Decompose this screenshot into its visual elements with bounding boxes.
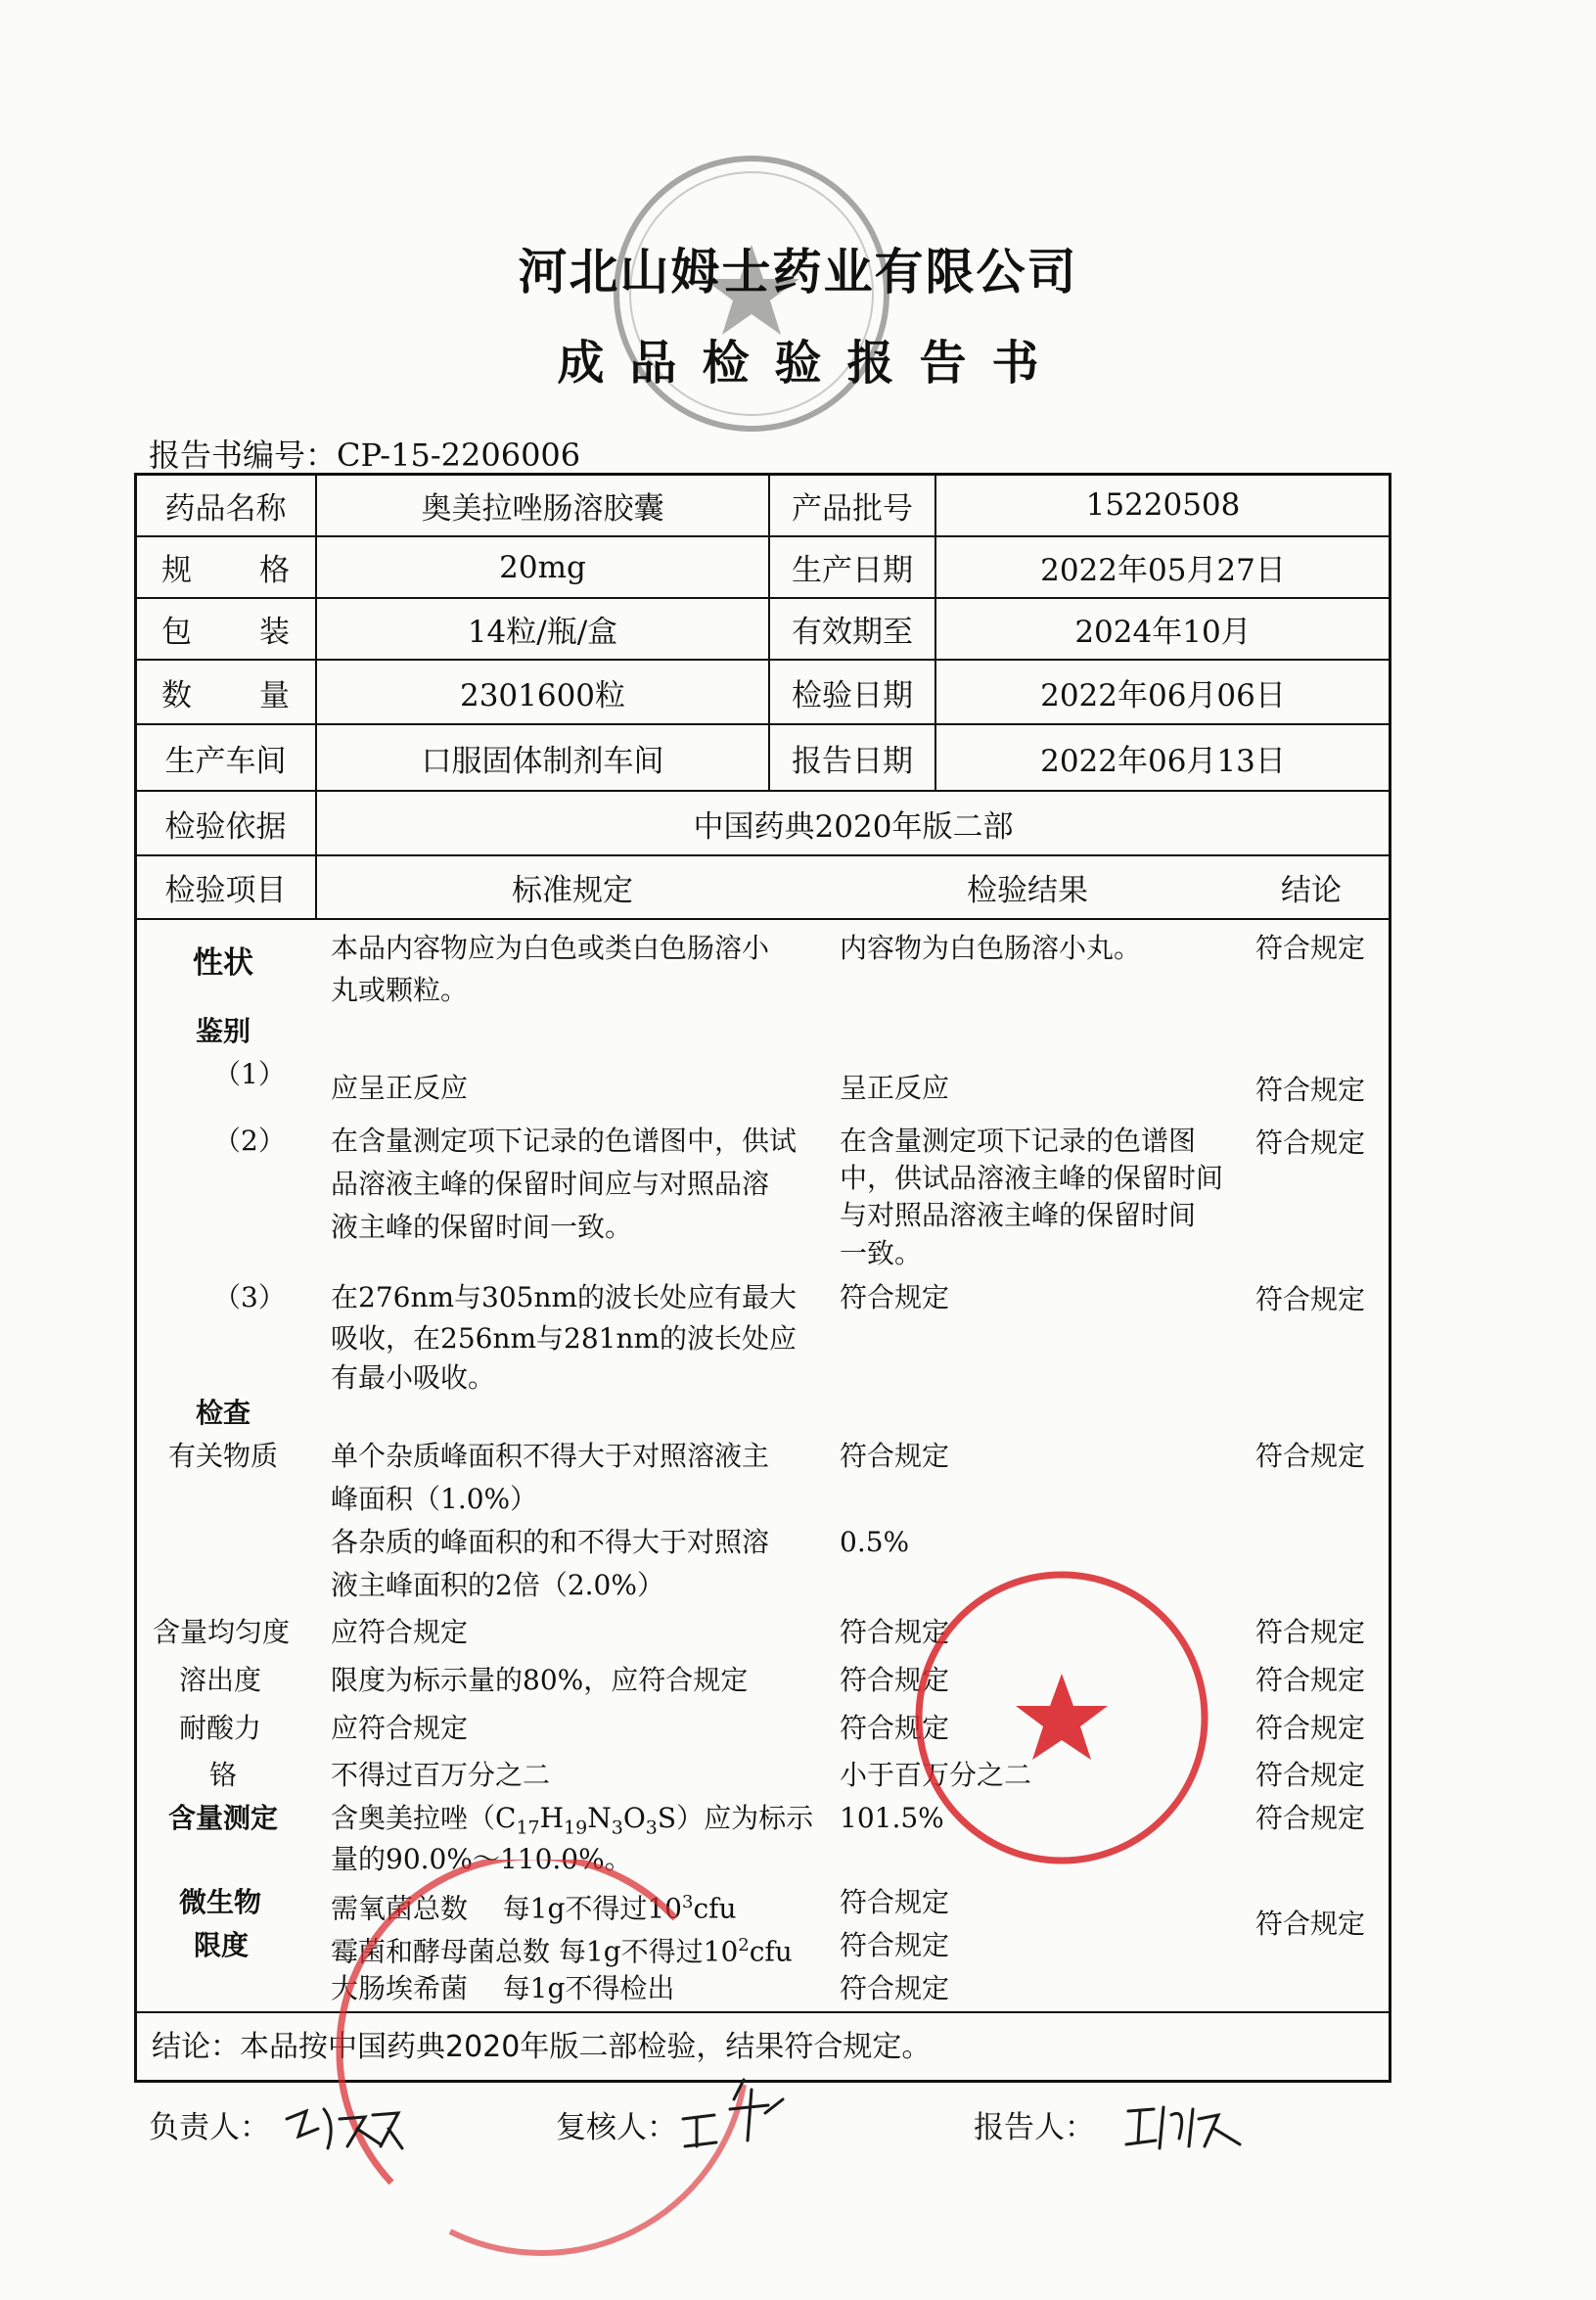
test-microbial-aerobic-standard: 需氧菌总数 每1g不得过$10^3cfu$ [331, 1892, 737, 1925]
test-id3-conclusion: 符合规定 [1255, 1283, 1366, 1315]
section-identification: 鉴别 [196, 1015, 251, 1047]
test-related-substances-standard: 各杂质的峰面积的和不得大于对照溶 [331, 1526, 770, 1558]
workshop-value: 口服固体制剂车间 [421, 743, 664, 779]
test-assay-standard: 含奥美拉唑$(C_{17}H_{19}N_3O_3S)$应为标示 [331, 1802, 814, 1839]
test-microbial-ecoli-standard: 大肠埃希菌 每1g不得检出 [331, 1972, 675, 2004]
test-id3-name: （3） [213, 1281, 286, 1313]
drug-name-label: 药品名称 [164, 490, 287, 527]
report-date-value: 2022年06月13日 [1040, 743, 1286, 779]
test-acid-resistance-result: 符合规定 [840, 1712, 950, 1744]
test-id1-conclusion: 符合规定 [1255, 1074, 1366, 1106]
test-id1-name: （1） [213, 1058, 286, 1090]
batch-number-label: 产品批号 [792, 490, 913, 527]
test-appearance-standard: 丸或颗粒。 [331, 974, 469, 1006]
red-seal-stamp [910, 1566, 1213, 1869]
test-acid-resistance-conclusion: 符合规定 [1255, 1712, 1366, 1744]
test-microbial-result: 符合规定 [840, 1886, 950, 1918]
test-dissolution-result: 符合规定 [840, 1664, 950, 1696]
test-acid-resistance-standard: 应符合规定 [331, 1712, 469, 1744]
report-number-label: 报告书编号： [149, 437, 338, 474]
test-id2-result: 与对照品溶液主峰的保留时间 [840, 1199, 1197, 1231]
test-related-substances-result: 符合规定 [840, 1440, 950, 1472]
test-appearance-standard: 本品内容物应为白色或类白色肠溶小 [331, 932, 770, 964]
basis-value: 中国药典2020年版二部 [693, 808, 1014, 845]
test-microbial-name: 微生物 [179, 1886, 262, 1918]
test-content-uniformity-name: 含量均匀度 [153, 1616, 291, 1648]
test-dissolution-conclusion: 符合规定 [1255, 1664, 1366, 1696]
test-id2-result: 一致。 [840, 1237, 923, 1269]
test-id2-standard: 液主峰的保留时间一致。 [331, 1211, 633, 1243]
basis-label: 检验依据 [164, 808, 287, 845]
reporter-signature [1120, 2090, 1248, 2158]
row-divider [134, 918, 1391, 920]
test-id2-conclusion: 符合规定 [1255, 1127, 1366, 1159]
spec-value: 20mg [499, 549, 586, 585]
test-dissolution-name: 溶出度 [179, 1664, 262, 1696]
test-id1-result: 呈正反应 [840, 1072, 950, 1104]
package-value: 14粒/瓶/盒 [467, 615, 618, 650]
expiry-label: 有效期至 [792, 615, 913, 650]
quantity-label: 数 量 [161, 677, 290, 713]
document-title: 成品检验报告书 [557, 336, 1065, 391]
test-microbial-conclusion: 符合规定 [1255, 1908, 1366, 1940]
report-date-label: 报告日期 [792, 743, 913, 779]
final-conclusion: 结论：本品按中国药典2020年版二部检验，结果符合规定。 [152, 2030, 932, 2064]
quantity-value: 2301600粒 [459, 677, 626, 713]
production-date-label: 生产日期 [792, 553, 913, 588]
reviewer-signature [675, 2070, 793, 2153]
test-chromium-conclusion: 符合规定 [1255, 1759, 1366, 1791]
test-appearance-result: 内容物为白色肠溶小丸。 [840, 932, 1142, 964]
test-appearance-conclusion: 符合规定 [1255, 932, 1366, 964]
test-id3-standard: 在276nm与305nm的波长处应有最大 [331, 1281, 798, 1313]
test-microbial-result: 符合规定 [840, 1972, 950, 2004]
test-acid-resistance-name: 耐酸力 [179, 1712, 262, 1744]
report-number-value: CP-15-2206006 [337, 437, 581, 474]
test-content-uniformity-conclusion: 符合规定 [1255, 1616, 1366, 1648]
inspection-date-label: 检验日期 [792, 677, 913, 713]
test-related-substances-conclusion: 符合规定 [1255, 1440, 1366, 1472]
test-related-substances-standard: 单个杂质峰面积不得大于对照溶液主 [331, 1440, 770, 1472]
package-label: 包 装 [161, 615, 290, 650]
test-chromium-result: 小于百万分之二 [840, 1759, 1032, 1791]
test-appearance-name: 性状 [193, 945, 253, 981]
expiry-value: 2024年10月 [1074, 615, 1252, 650]
column-header-result: 检验结果 [967, 873, 1088, 908]
test-related-substances-result: 0.5% [840, 1526, 910, 1558]
test-id3-standard: 吸收，在256nm与281nm的波长处应 [331, 1322, 798, 1355]
test-related-substances-standard: 峰面积（1.0%） [331, 1483, 538, 1515]
test-id2-result: 中，供试品溶液主峰的保留时间 [840, 1162, 1224, 1194]
drug-name-value: 奥美拉唑肠溶胶囊 [421, 490, 664, 527]
column-header-conclusion: 结论 [1281, 873, 1342, 908]
column-header-standard: 标准规定 [512, 873, 633, 908]
test-chromium-name: 铬 [209, 1759, 238, 1791]
test-related-substances-name: 有关物质 [168, 1440, 279, 1472]
test-assay-conclusion: 符合规定 [1255, 1802, 1366, 1834]
test-assay-standard: 量的90.0%～110.0%。 [331, 1843, 632, 1875]
test-id2-name: （2） [213, 1125, 286, 1157]
test-content-uniformity-standard: 应符合规定 [331, 1616, 469, 1648]
test-microbial-name: 限度 [194, 1929, 250, 1961]
test-microbial-result: 符合规定 [840, 1929, 950, 1961]
production-date-value: 2022年05月27日 [1040, 553, 1286, 588]
spec-label: 规 格 [161, 553, 290, 588]
inspection-date-value: 2022年06月06日 [1040, 677, 1286, 713]
test-id3-result: 符合规定 [840, 1281, 950, 1313]
test-dissolution-standard: 限度为标示量的80%，应符合规定 [331, 1664, 749, 1696]
test-related-substances-standard: 液主峰面积的2倍（2.0%） [331, 1569, 664, 1601]
test-assay-name: 含量测定 [168, 1802, 279, 1834]
reviewer-label: 复核人： [556, 2110, 677, 2145]
batch-number-value: 15220508 [1085, 487, 1241, 523]
workshop-label: 生产车间 [164, 743, 287, 779]
responsible-signature [279, 2090, 406, 2158]
responsible-person-label: 负责人： [149, 2110, 270, 2145]
test-id3-standard: 有最小吸收。 [331, 1361, 496, 1394]
column-header-item: 检验项目 [164, 873, 287, 908]
section-inspection: 检查 [196, 1397, 251, 1429]
test-id2-standard: 品溶液主峰的保留时间应与对照品溶 [331, 1168, 770, 1200]
test-id2-result: 在含量测定项下记录的色谱图 [840, 1125, 1197, 1157]
test-content-uniformity-result: 符合规定 [840, 1616, 950, 1648]
test-chromium-standard: 不得过百万分之二 [331, 1759, 551, 1791]
company-name: 河北山姆士药业有限公司 [518, 243, 1078, 300]
test-id1-standard: 应呈正反应 [331, 1072, 469, 1104]
test-microbial-mold-standard: 霉菌和酵母菌总数 每1g不得过$10^2cfu$ [331, 1935, 793, 1968]
test-id2-standard: 在含量测定项下记录的色谱图中，供试 [331, 1125, 798, 1157]
red-seal-stamp-partial [333, 1860, 763, 2271]
reporter-label: 报告人： [974, 2110, 1095, 2145]
test-assay-result: 101.5% [840, 1802, 944, 1834]
report-number [149, 431, 580, 476]
